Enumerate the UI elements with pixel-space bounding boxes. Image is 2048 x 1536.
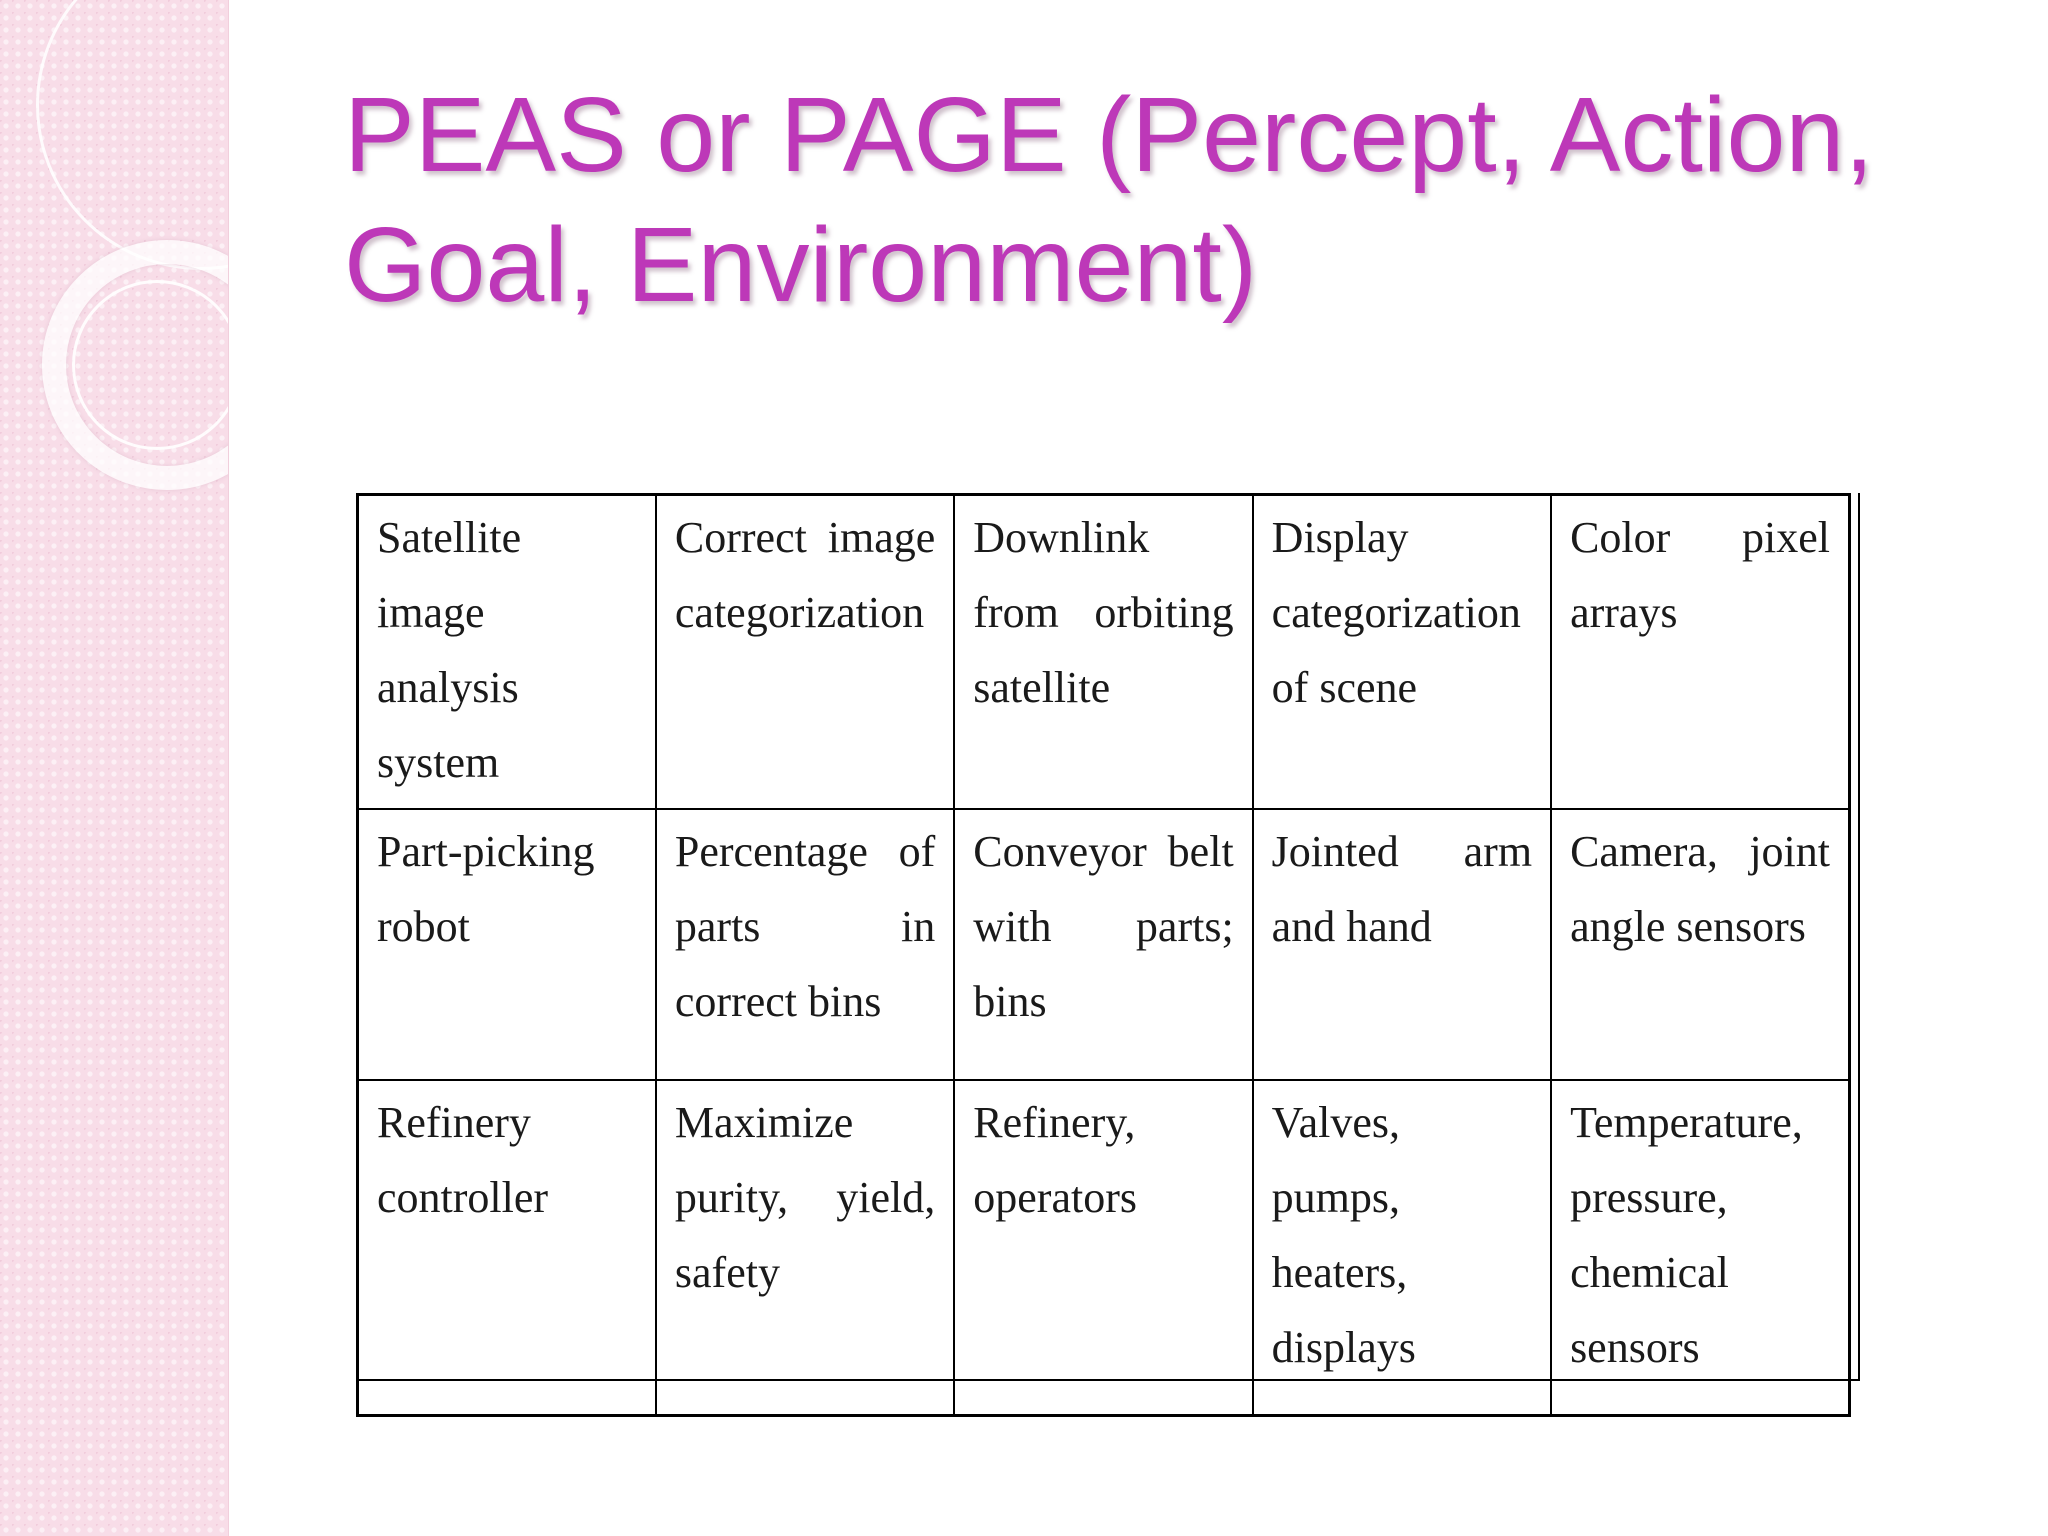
decorative-side-strip: [0, 0, 229, 1536]
actuators-cell: Display categorization of scene: [1253, 495, 1551, 810]
decorative-ring-large: [36, 0, 228, 270]
slide-title: PEAS or PAGE (Percept, Action, Goal, Environment): [344, 76, 1874, 324]
table-frame: [356, 493, 1860, 1381]
environment-cell: Refinery, operators: [954, 1080, 1252, 1415]
sensors-cell: Temperature, pressure, chemical sensors: [1551, 1080, 1849, 1415]
performance-cell: Correct image categorization: [656, 495, 954, 810]
actuators-cell: Valves, pumps, heaters, displays: [1253, 1080, 1551, 1415]
decorative-rings: [0, 0, 228, 500]
agent-type-cell: Satellite image analysis system: [358, 495, 656, 810]
table-row-part-picking: [358, 809, 1850, 1080]
peas-table: [356, 493, 1851, 1417]
table-row-refinery: [358, 1080, 1850, 1415]
environment-cell: Downlink from orbiting satellite: [954, 495, 1252, 810]
actuators-cell: Jointed arm and hand: [1253, 809, 1551, 1080]
decorative-ring-inner: [72, 280, 228, 450]
table-row-satellite: [358, 495, 1850, 810]
agent-type-cell: Refinery controller: [358, 1080, 656, 1415]
environment-cell: Conveyor belt with parts; bins: [954, 809, 1252, 1080]
sensors-cell: Color pixel arrays: [1551, 495, 1849, 810]
agent-type-cell: Part-picking robot: [358, 809, 656, 1080]
performance-cell: Maximize purity, yield, safety: [656, 1080, 954, 1415]
sensors-cell: Camera, joint angle sensors: [1551, 809, 1849, 1080]
performance-cell: Percentage of parts in correct bins: [656, 809, 954, 1080]
